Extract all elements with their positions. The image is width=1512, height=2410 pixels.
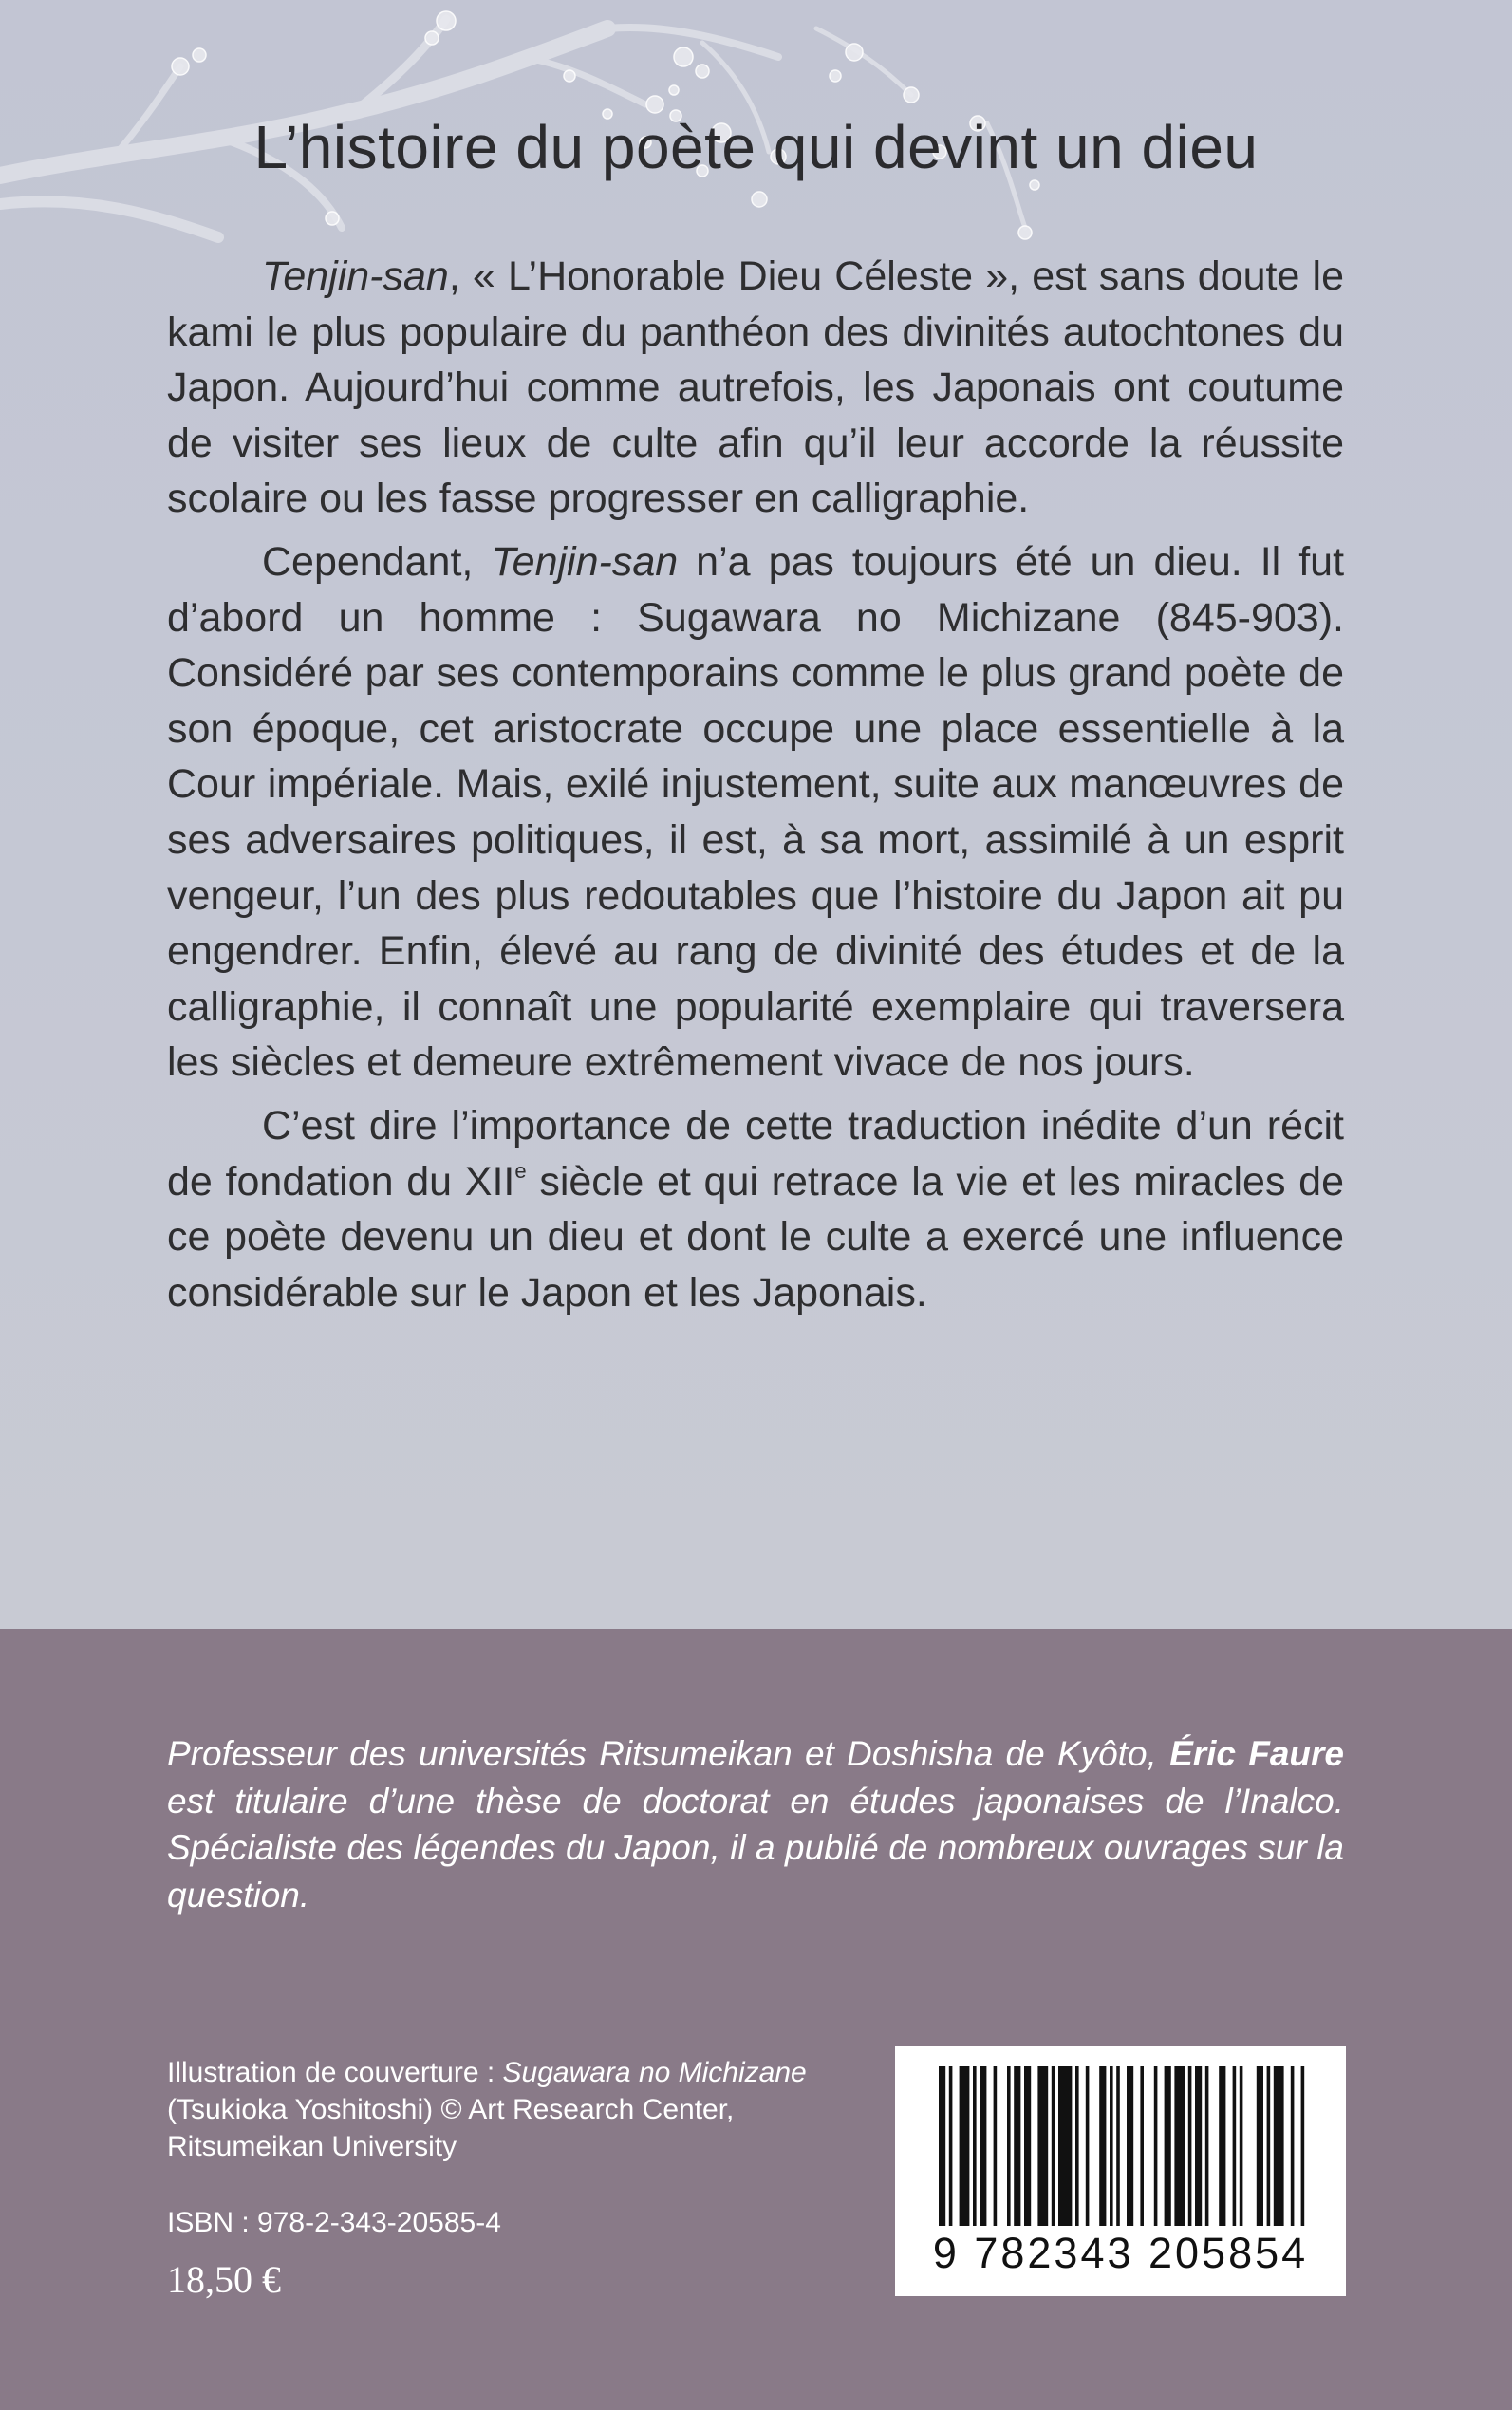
synopsis-text: siècle et qui retrace la vie et les miracles de ce poète devenu un dieu et dont le culte a exercé une influence considérable sur le Japon et les Japonais. — [167, 1158, 1344, 1316]
barcode-digits: 9 782343 205854 — [932, 2229, 1309, 2277]
author-bio-text: Professeur des universités Ritsumeikan et Doshisha de Kyôto, — [167, 1734, 1170, 1773]
barcode-bar — [1291, 2066, 1295, 2226]
barcode-bar — [1099, 2066, 1106, 2226]
author-bio-text: est titulaire d’une thèse de doctorat en études japonaises de l’Inalco. Spécialiste des légendes du Japon, il a publié de nombreux ouvrages sur la question. — [167, 1781, 1344, 1915]
barcode-bar — [960, 2066, 970, 2226]
barcode-bar — [939, 2066, 945, 2226]
barcode-bar — [1257, 2066, 1263, 2226]
barcode — [895, 2046, 1346, 2296]
synopsis-emphasis: Tenjin-san — [262, 253, 449, 299]
barcode-bar — [1014, 2066, 1020, 2226]
barcode-bar — [1165, 2066, 1171, 2226]
synopsis-emphasis: Tenjin-san — [491, 538, 679, 585]
barcode-bar — [980, 2066, 986, 2226]
barcode-bar — [1154, 2066, 1158, 2226]
barcode-bar — [1195, 2066, 1202, 2226]
barcode-bar — [1274, 2066, 1284, 2226]
barcode-bar — [1140, 2066, 1144, 2226]
synopsis-text: n’a pas toujours été un dieu. Il fut d’abord un homme : Sugawara no Michizane (845-903). Considéré par ses contemporains comme le plus grand poète de son époque, cet aristocrate occupe une place essentielle à la Cour impériale. Mais, exilé injustement, suite aux manœuvres de ses adversaires politiques, il est, à sa mort, assimilé à un esprit vengeur, l’un des plus redoutables que l’histoire du Japon ait pu engendrer. Enfin, élevé au rang de divinité des études et de la calligraphie, il connaît une popularité exemplaire qui traversera les siècles et demeure extrêmement vivace de nos jours. — [167, 538, 1345, 1086]
century-superscript: e — [514, 1158, 527, 1183]
author-name: Éric Faure — [1169, 1734, 1344, 1773]
credit-line-1 — [167, 2054, 850, 2091]
barcode-bar — [1116, 2066, 1120, 2226]
barcode-bar — [973, 2066, 977, 2226]
illustration-credit — [167, 2054, 850, 2165]
barcode-bar — [1058, 2066, 1072, 2226]
barcode-bar — [1075, 2066, 1079, 2226]
barcode-bar — [1052, 2066, 1055, 2226]
credit-line-3: Ritsumeikan University — [167, 2131, 457, 2162]
barcode-bar — [1024, 2066, 1031, 2226]
barcode-bar — [1188, 2066, 1192, 2226]
barcode-bar — [1127, 2066, 1133, 2226]
isbn: ISBN : 978-2-343-20585-4 — [167, 2207, 501, 2238]
author-bio — [167, 1730, 1344, 1918]
barcode-bar — [1174, 2066, 1185, 2226]
synopsis — [167, 249, 1344, 1328]
synopsis-paragraph — [167, 534, 1344, 1091]
credit-line-2: (Tsukioka Yoshitoshi) © Art Research Center, — [167, 2094, 735, 2125]
synopsis-paragraph — [167, 1098, 1344, 1320]
price: 18,50 € — [167, 2258, 281, 2301]
barcode-bar — [1037, 2066, 1048, 2226]
book-title: L’histoire du poète qui devint un dieu — [253, 113, 1259, 181]
barcode-bar — [994, 2066, 998, 2226]
synopsis-text: C’est dire l’importance de cette traduction inédite d’un récit de fondation du XII — [167, 1102, 1344, 1205]
barcode-bar — [1219, 2066, 1225, 2226]
barcode-bar — [1233, 2066, 1237, 2226]
barcode-bar — [1240, 2066, 1243, 2226]
barcode-bar — [1301, 2066, 1305, 2226]
credit-label: Illustration de couverture : — [167, 2057, 503, 2088]
barcode-bar — [1086, 2066, 1090, 2226]
barcode-bar — [1110, 2066, 1113, 2226]
synopsis-text: , « L’Honorable Dieu Céleste », est sans doute le kami le plus populaire du panthéon des divinités autochtones du Japon. Aujourd’hui comme autrefois, les Japonais ont coutume de visiter ses lieux de culte afin qu’il leur accorde la réussite scolaire ou les fasse progresser en calligraphie. — [167, 253, 1344, 522]
synopsis-paragraph — [167, 249, 1344, 527]
barcode-bar — [1007, 2066, 1011, 2226]
barcode-bar — [1267, 2066, 1271, 2226]
credit-work-title: Sugawara no Michizane — [502, 2057, 807, 2088]
barcode-bar — [949, 2066, 953, 2226]
synopsis-text: Cependant, — [262, 538, 492, 585]
barcode-bar — [1205, 2066, 1209, 2226]
